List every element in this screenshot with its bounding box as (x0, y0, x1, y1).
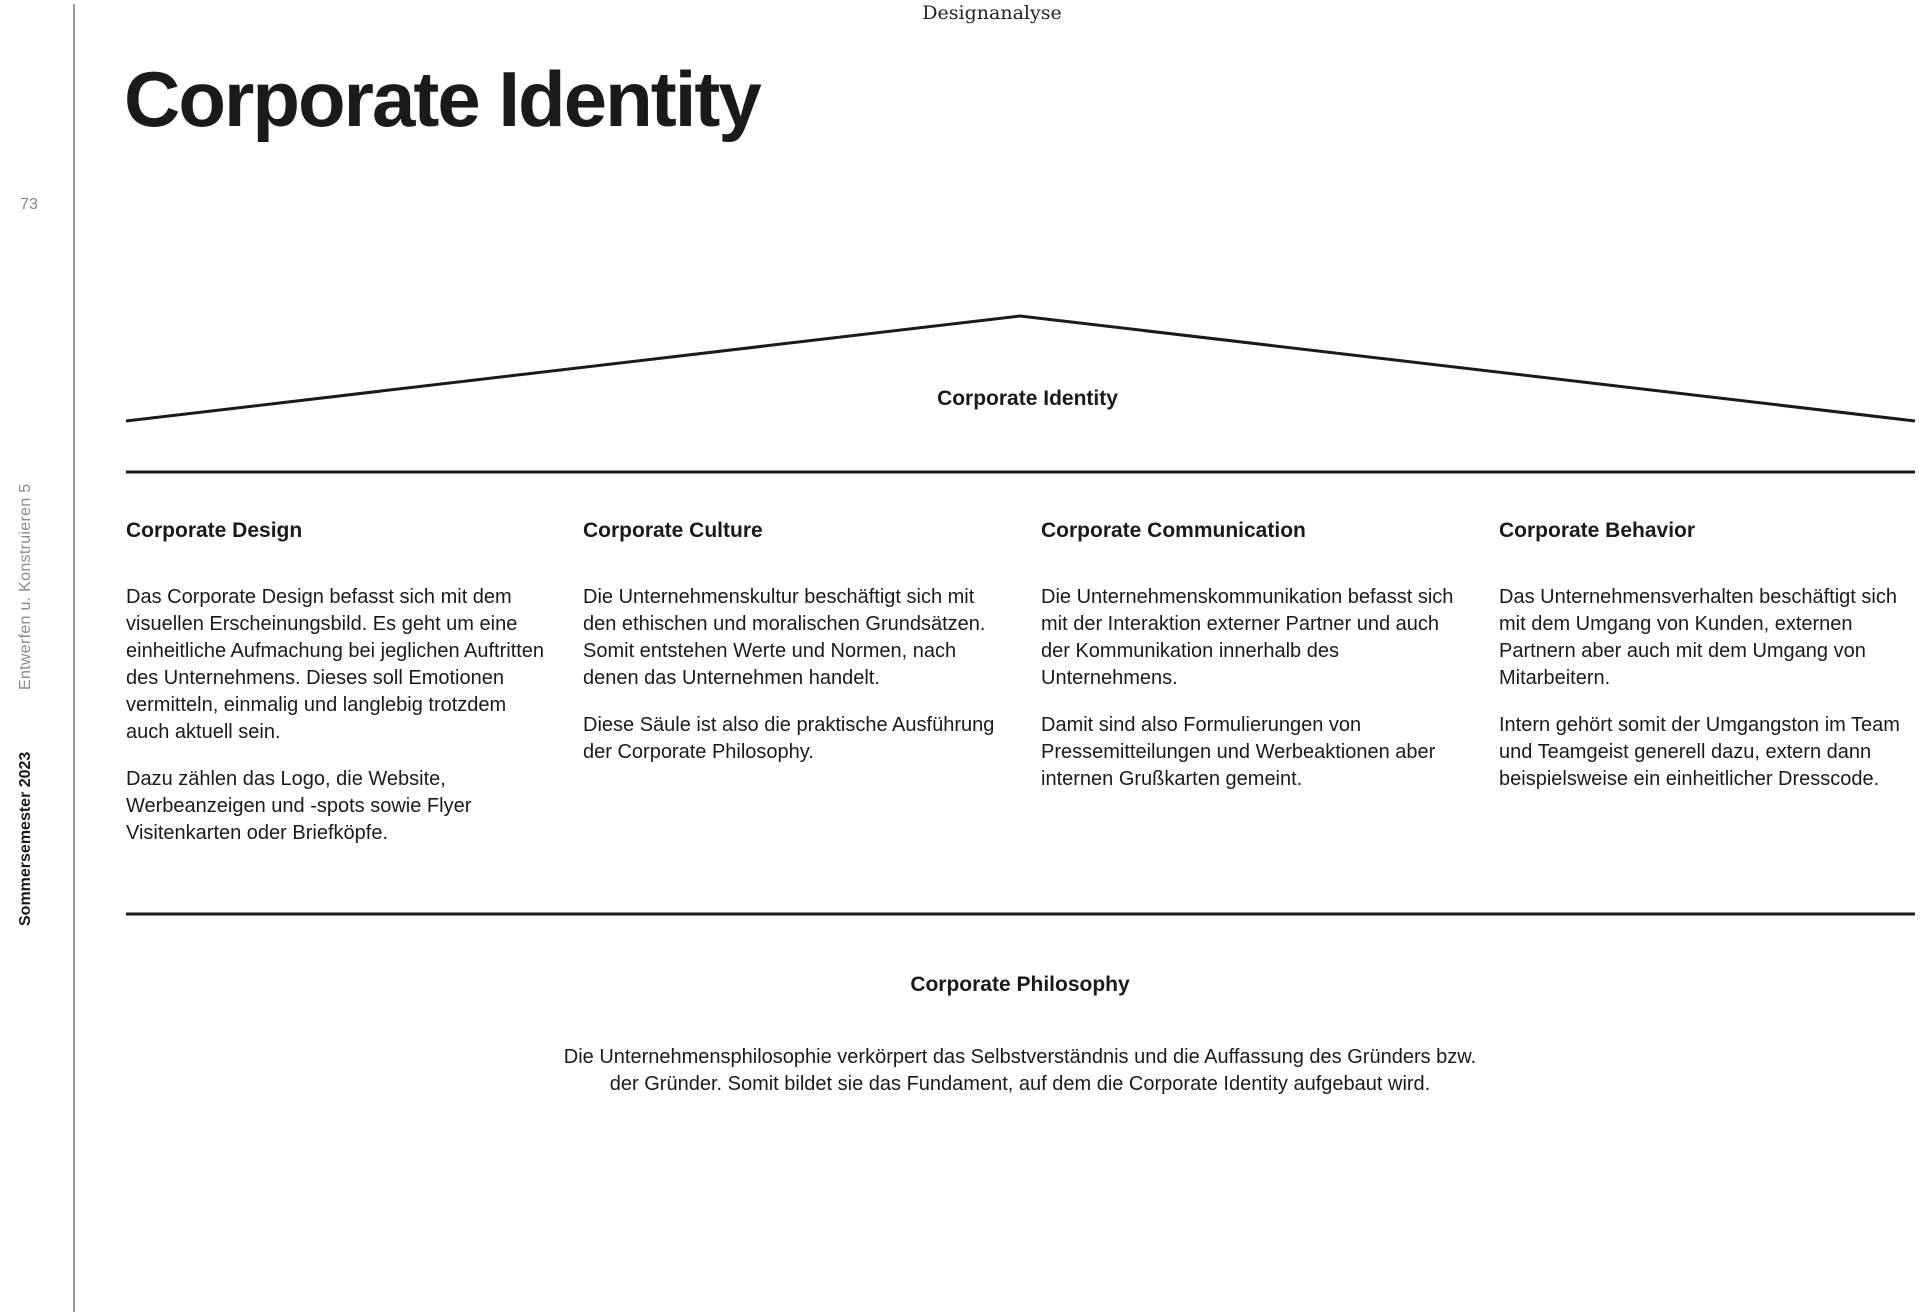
pillar-corporate-culture (583, 516, 1003, 766)
pillar-paragraph: Das Unternehmensverhalten beschäftigt sich mit dem Umgang von Kunden, externen Partnern aber auch mit dem Umgang von Mitarbeitern. (1499, 586, 1897, 689)
pillar-title: Corporate Communication (1041, 519, 1306, 542)
pillar-paragraph: Intern gehört somit der Umgangston im Team und Teamgeist generell dazu, extern dann beispielsweise ein einheitlicher Dresscode. (1499, 714, 1900, 790)
pillar-title: Corporate Design (126, 519, 303, 542)
page-title: Corporate Identity (124, 55, 760, 143)
foundation-text: Die Unternehmensphilosophie verkörpert das Selbstverständnis und die Auffassung des Gründers bzw. der Gründer. Somit bildet sie das Fundament, auf dem die Corporate Identity aufgebaut wird. (563, 1046, 1477, 1095)
pillar-paragraph: Damit sind also Formulierungen von Pressemitteilungen und Werbeaktionen aber internen Grußkarten gemeint. (1041, 714, 1436, 790)
section-header: Designanalyse (922, 2, 1062, 24)
page-number: 73 (20, 196, 38, 213)
pillar-paragraph: Das Corporate Design befasst sich mit dem visuellen Erscheinungsbild. Es geht um eine einheitliche Aufmachung bei jeglichen Auftritten des Unternehmens. Dieses soll Emotionen vermitteln, einmalig und langlebig trotzdem auch aktuell sein. (126, 586, 545, 743)
semester-text: Sommersemester 2023 (17, 751, 34, 926)
roof-label: Corporate Identity (937, 387, 1118, 410)
pillar-corporate-communication (1041, 516, 1461, 793)
pillar-paragraph: Die Unternehmenskommunikation befasst sich mit der Interaktion externer Partner und auch der Kommunikation innerhalb des Unternehmens. (1041, 586, 1454, 689)
course-text: Entwerfen u. Konstruieren 5 (17, 483, 34, 690)
sidebar-divider (73, 4, 75, 1312)
pillar-paragraph: Diese Säule ist also die praktische Ausführung der Corporate Philosophy. (583, 714, 995, 763)
pillar-title: Corporate Culture (583, 519, 763, 542)
pillar-paragraph: Die Unternehmenskultur beschäftigt sich mit den ethischen und moralischen Grundsätzen. Somit entstehen Werte und Normen, nach denen das Unternehmen handelt. (583, 586, 986, 689)
pillar-corporate-design (126, 516, 546, 847)
pillar-title: Corporate Behavior (1499, 519, 1696, 542)
pillar-paragraph: Dazu zählen das Logo, die Website, Werbeanzeigen und -spots sowie Flyer Visitenkarten oder Briefköpfe. (126, 768, 472, 844)
foundation-title: Corporate Philosophy (910, 973, 1130, 996)
pillar-corporate-behavior (1499, 516, 1919, 793)
